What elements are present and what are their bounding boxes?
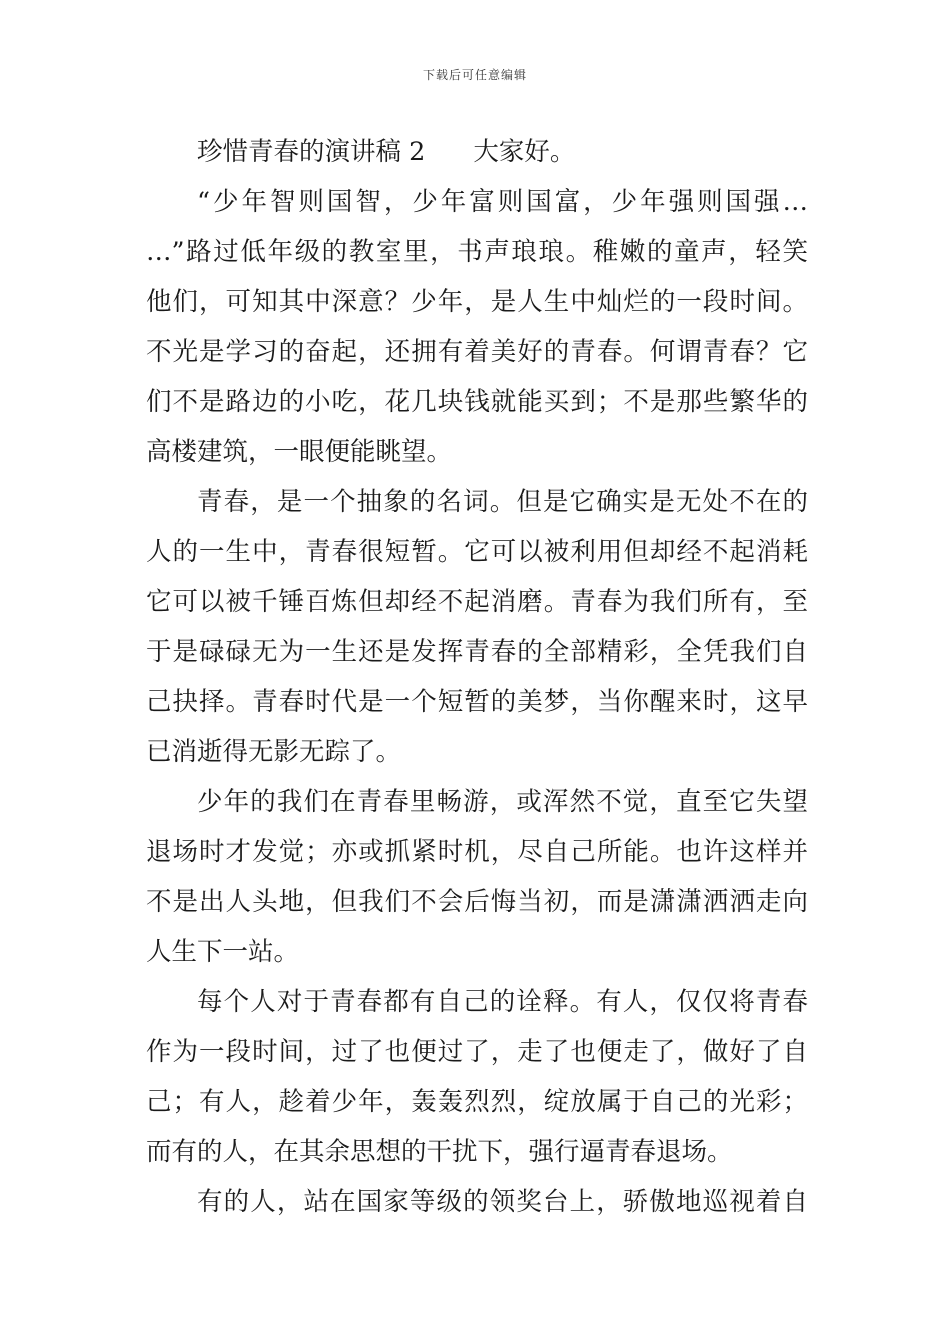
paragraph-line: “少年智则国智，少年富则国富，少年强则国强…: [197, 187, 808, 217]
paragraph-line: 他们，可知其中深意？少年，是人生中灿烂的一段时间。: [146, 287, 808, 317]
paragraph-line: 退场时才发觉；亦或抓紧时机，尽自己所能。也许这样并: [146, 837, 808, 867]
paragraph-line: 己；有人，趁着少年，轰轰烈烈，绽放属于自己的光彩；: [146, 1087, 808, 1117]
paragraph-line: 青春，是一个抽象的名词。但是它确实是无处不在的: [197, 487, 808, 517]
title-line: [146, 127, 808, 177]
paragraph-line: 作为一段时间，过了也便过了，走了也便走了，做好了自: [146, 1037, 808, 1067]
paragraph-line: 高楼建筑，一眼便能眺望。: [146, 437, 453, 467]
paragraph-line: 己抉择。青春时代是一个短暂的美梦，当你醒来时，这早: [146, 687, 808, 717]
paragraph-line: 每个人对于青春都有自己的诠释。有人，仅仅将青春: [197, 987, 808, 1017]
paragraph-line: 不是出人头地，但我们不会后悔当初，而是潇潇洒洒走向: [146, 887, 808, 917]
paragraph-line: 于是碌碌无为一生还是发挥青春的全部精彩，全凭我们自: [146, 637, 808, 667]
paragraph-line: 不光是学习的奋起，还拥有着美好的青春。何谓青春？它: [146, 337, 808, 367]
paragraph-line: 少年的我们在青春里畅游，或浑然不觉，直至它失望: [197, 787, 808, 817]
paragraph-line: 人生下一站。: [146, 937, 300, 967]
paragraph-line: …”路过低年级的教室里，书声琅琅。稚嫩的童声，轻笑: [146, 237, 808, 267]
paragraph-line: 已消逝得无影无踪了。: [146, 737, 402, 767]
paragraph-line: 而有的人，在其余思想的干扰下，强行逼青春退场。: [146, 1137, 733, 1167]
paragraph-line: 有的人，站在国家等级的领奖台上，骄傲地巡视着自: [197, 1187, 808, 1217]
paragraph-line: 人的一生中，青春很短暂。它可以被利用但却经不起消耗: [146, 537, 808, 567]
greeting: 大家好。: [473, 137, 576, 167]
document-title: 珍惜青春的演讲稿 2: [197, 137, 426, 167]
paragraph-line: 它可以被千锤百炼但却经不起消磨。青春为我们所有，至: [146, 587, 808, 617]
header-note: 下载后可任意编辑: [422, 68, 527, 82]
document-body: [146, 127, 808, 1227]
paragraph-line: 们不是路边的小吃，花几块钱就能买到；不是那些繁华的: [146, 387, 808, 417]
